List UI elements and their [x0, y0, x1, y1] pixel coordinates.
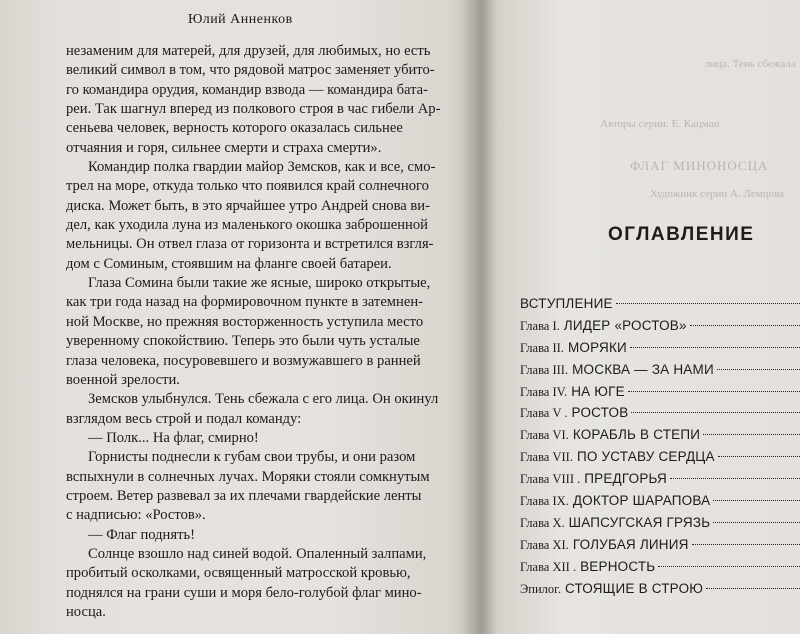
toc-dot-leader — [616, 303, 800, 304]
body-line: великий символ в том, что рядовой матрос заменяет убито- — [66, 62, 435, 79]
toc-chapter-title: РОСТОВ — [571, 405, 629, 421]
book-gutter — [462, 0, 498, 634]
body-line: — Полк... На флаг, смирно! — [88, 429, 259, 446]
body-line: мельницы. Он отвел глаза от горизонта и встретился взгля- — [66, 236, 434, 253]
body-line: взглядом весь строй и подал команду: — [66, 410, 302, 427]
body-line: глаза человека, посуровевшего и возмужавшего в ранней — [66, 352, 421, 369]
body-line: военной зрелости. — [66, 371, 180, 388]
toc-chapter-title: ВЕРНОСТЬ — [580, 558, 656, 574]
body-line: незаменим для матерей, для друзей, для любимых, но есть — [66, 43, 431, 59]
toc-entry — [520, 490, 800, 512]
toc-chapter-title: НА ЮГЕ — [571, 383, 625, 399]
toc-entry — [520, 534, 800, 556]
toc-entry — [520, 381, 800, 403]
toc-chapter-number: Эпилог. — [520, 581, 561, 596]
body-line: трел на море, откуда только что появился край солнечного — [66, 178, 429, 195]
body-line: Земсков улыбнулся. Тень сбежала с его лица. Он окинул — [88, 391, 439, 408]
toc-dot-leader — [690, 325, 800, 326]
bleed-through-text: ФЛАГ МИНОНОСЦА — [630, 158, 769, 173]
toc-dot-leader — [658, 566, 800, 567]
toc-chapter-title: КОРАБЛЬ В СТЕПИ — [572, 427, 701, 443]
toc-chapter-title: ГОЛУБАЯ ЛИНИЯ — [572, 536, 689, 552]
toc-chapter-title: МОРЯКИ — [567, 339, 627, 355]
body-line: поднялся на грани суши и моря бело-голубой флаг мино- — [66, 584, 422, 601]
toc-chapter-title: МОСКВА — ЗА НАМИ — [572, 361, 714, 377]
body-line: го командира орудия, командир взвода — командира бата- — [66, 81, 428, 98]
toc-dot-leader — [631, 412, 800, 413]
toc-chapter-number: Глава V . — [520, 406, 568, 421]
toc-dot-leader — [703, 434, 800, 435]
toc-entry — [520, 424, 800, 446]
toc-chapter-number: Глава VIII . — [520, 472, 581, 487]
toc-dot-leader — [670, 478, 800, 479]
body-line: Солнце взошло над синей водой. Опаленный залпами, — [88, 545, 427, 562]
body-line: — Флаг поднять! — [88, 526, 195, 543]
toc-dot-leader — [717, 369, 800, 370]
toc-chapter-number: Глава VII. — [520, 450, 573, 465]
toc-chapter-number: Глава I. — [520, 318, 560, 333]
left-page — [38, 0, 458, 634]
body-line: вспыхнули в солнечных лучах. Моряки стояли сомкнутым — [66, 468, 430, 485]
toc-title: ОГЛАВЛЕНИЕ — [608, 224, 755, 245]
toc-chapter-title: СТОЯЩИЕ В СТРОЮ — [564, 580, 704, 596]
body-line: как три года назад на формировочном пункте в затемнен- — [66, 294, 423, 311]
toc-dot-leader — [630, 347, 800, 348]
body-line: дом с Соминым, стоявшим на фланге своей батареи. — [66, 255, 392, 272]
toc-chapter-title: ПО УСТАВУ СЕРДЦА — [576, 449, 715, 465]
body-line: уверенному спокойствию. Теперь это были чуть усталые — [66, 333, 420, 350]
bleed-through-text: лица. Тень сбежала — [705, 58, 796, 70]
toc-dot-leader — [713, 500, 800, 501]
body-line: реи. Так шагнул вперед из полкового строя в час гибели Ар- — [66, 101, 441, 118]
running-head: Юлий Анненков — [188, 12, 293, 27]
toc-chapter-title: ЛИДЕР «РОСТОВ» — [563, 317, 687, 333]
toc-dot-leader — [706, 588, 800, 589]
toc-chapter-title: ДОКТОР ШАРАПОВА — [572, 493, 711, 509]
toc-entry — [520, 468, 800, 490]
body-text — [66, 42, 451, 622]
toc-chapter-number: Глава X. — [520, 515, 565, 530]
toc-dot-leader — [718, 456, 800, 457]
body-line: Глаза Сомина были такие же ясные, широко открытые, — [88, 275, 431, 292]
toc-entry — [520, 337, 800, 359]
toc-chapter-number: Глава IX. — [520, 494, 569, 509]
body-line: дел, как уходила луна из маленького окошка заброшенной — [66, 217, 428, 234]
body-line: ной Москве, но прежняя восторженность уступила место — [66, 313, 424, 330]
toc-chapter-number: Глава XI. — [520, 537, 569, 552]
toc-entry — [520, 359, 800, 381]
toc-chapter-title: ВСТУПЛЕНИЕ — [520, 296, 613, 311]
toc-dot-leader — [692, 544, 800, 545]
toc-entry — [520, 556, 800, 578]
toc-chapter-number: Глава III. — [520, 362, 569, 377]
toc-entry — [520, 402, 800, 424]
toc-dot-leader — [628, 391, 800, 392]
toc-entry — [520, 315, 800, 337]
toc-chapter-number: Глава VI. — [520, 428, 569, 443]
toc-chapter-number: Глава II. — [520, 340, 564, 355]
toc-entry — [520, 578, 800, 600]
toc-entry — [520, 512, 800, 534]
body-line: строем. Ветер развевал за их плечами гвардейские ленты — [66, 487, 422, 504]
body-line: Горнисты поднесли к губам свои трубы, и они разом — [88, 449, 416, 466]
toc-entry — [520, 293, 800, 315]
body-line: носца. — [66, 603, 106, 620]
right-page — [500, 0, 800, 634]
body-line: с надписью: «Ростов». — [66, 507, 206, 524]
table-of-contents — [520, 293, 800, 599]
toc-chapter-number: Глава XII . — [520, 559, 577, 574]
toc-dot-leader — [713, 522, 800, 523]
toc-chapter-title: ШАПСУГСКАЯ ГРЯЗЬ — [568, 514, 711, 530]
bleed-through-text: Авторы серии: Е. Кацман — [600, 118, 720, 130]
body-line: сеньева человек, верность которого оказалась сильнее — [66, 120, 403, 137]
body-line: диска. Может быть, в это ярчайшее утро Андрей снова ви- — [66, 197, 430, 214]
body-line: Командир полка гвардии майор Земсков, как и все, смо- — [88, 159, 436, 176]
bleed-through-text: Художник серии А. Лемцова — [650, 188, 784, 200]
toc-chapter-number: Глава IV. — [520, 384, 568, 399]
body-line: пробитый осколками, освященный матросской кровью, — [66, 565, 411, 582]
toc-entry — [520, 446, 800, 468]
toc-chapter-title: ПРЕДГОРЬЯ — [584, 471, 667, 487]
body-line: отчаяния и горя, сильнее смерти и страха смерти». — [66, 139, 382, 156]
